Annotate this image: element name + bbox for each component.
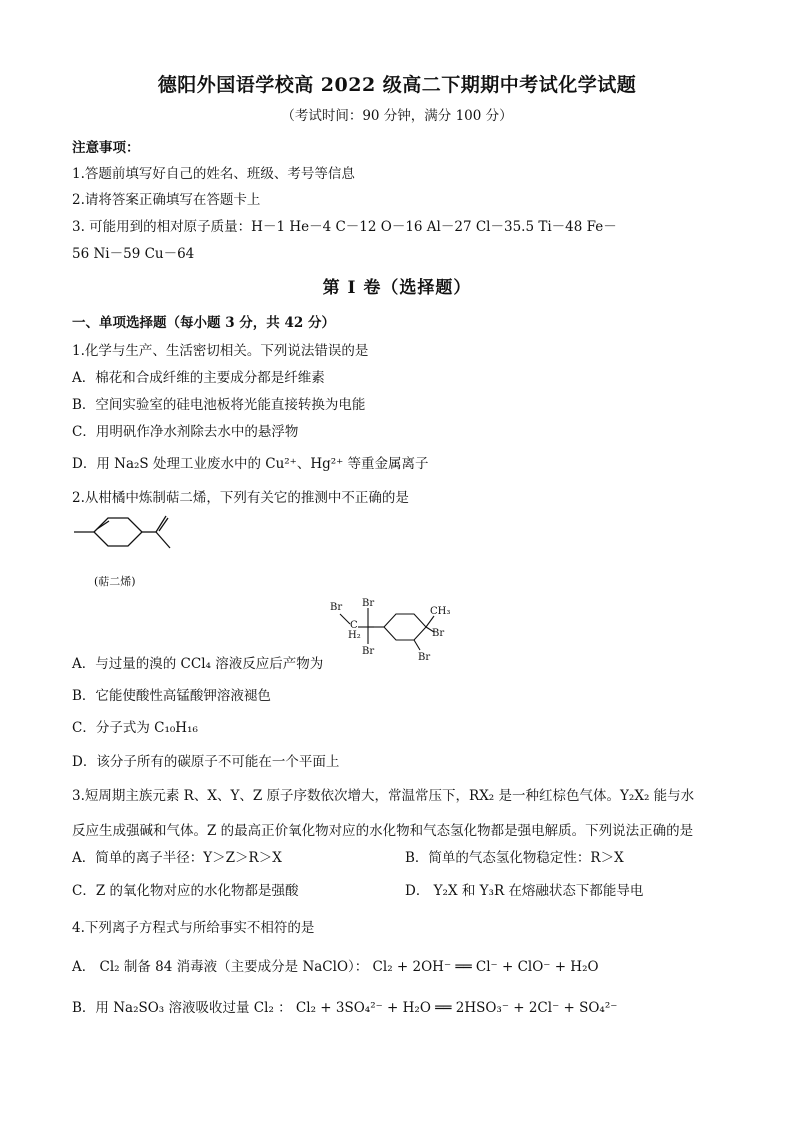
terpadiene-structure	[70, 510, 190, 570]
q1-option-c: C．用明矾作净水剂除去水中的悬浮物	[72, 424, 299, 440]
q3-stem-line2: 反应生成强碱和气体。Z 的最高正价氧化物对应的水化物和气态氢化物都是强电解质。下列说法正确的是	[72, 823, 694, 839]
product-structure	[326, 594, 466, 664]
product-label: H₂	[348, 630, 361, 641]
q1-d-prefix: D．用	[72, 456, 115, 472]
q1-d-suffix: 等重金属离子	[343, 456, 429, 472]
q3-option-c: C．Z 的氧化物对应的水化物都是强酸	[72, 883, 299, 899]
exam-title: 德阳外国语学校高 2022 级高二下期期中考试化学试题	[157, 74, 637, 96]
formula-na2s: Na₂S	[114, 456, 149, 472]
formula-hg: Hg²⁺	[310, 456, 344, 472]
q2-option-b: B．它能使酸性高锰酸钾溶液褪色	[72, 688, 271, 704]
section-title: 第 I 卷（选择题）	[322, 278, 472, 298]
q4-option-a: A． Cl₂ 制备 84 消毒液（主要成分是 NaClO）： Cl₂ + 2OH⁻ ══ Cl⁻ + ClO⁻ + H₂O	[72, 959, 599, 975]
product-label: Br	[432, 628, 445, 639]
q2-option-c: C．分子式为 C₁₀H₁₆	[72, 720, 198, 736]
notes-heading: 注意事项：	[72, 140, 140, 156]
q2-option-d: D．该分子所有的碳原子不可能在一个平面上	[72, 754, 340, 770]
product-label: Br	[362, 598, 375, 609]
q1-d-mid1: 处理工业废水中的	[148, 456, 266, 472]
q1-option-b: B．空间实验室的硅电池板将光能直接转换为电能	[72, 397, 366, 413]
note-item: 56 Ni－59 Cu－64	[72, 246, 195, 262]
exam-subtitle: （考试时间：90 分钟，满分 100 分）	[281, 108, 513, 124]
q3-option-a: A．简单的离子半径：Y＞Z＞R＞X	[72, 850, 282, 866]
product-label: C	[350, 620, 358, 631]
q1-option-a: A．棉花和合成纤维的主要成分都是纤维素	[72, 370, 325, 386]
note-item: 2.请将答案正确填写在答题卡上	[72, 192, 261, 208]
note-item: 3. 可能用到的相对原子质量：H－1 He－4 C－12 O－16 Al－27 Cl－35.5 Ti－48 Fe－	[72, 219, 617, 235]
part-heading: 一、单项选择题（每小题 3 分，共 42 分）	[72, 315, 335, 331]
note-item: 1.答题前填写好自己的姓名、班级、考号等信息	[72, 166, 355, 182]
formula-cu: Cu²⁺	[265, 456, 297, 472]
q1-d-mid2: 、	[296, 456, 311, 472]
q3-option-b: B．简单的气态氢化物稳定性：R＞X	[405, 850, 624, 866]
q2-option-a: A．与过量的溴的 CCl₄ 溶液反应后产物为	[72, 656, 324, 672]
q1-option-d	[72, 452, 429, 472]
product-label: Br	[418, 652, 431, 663]
product-label: CH₃	[430, 606, 451, 617]
product-label: Br	[330, 602, 343, 613]
structure-label: (萜二烯)	[94, 575, 136, 588]
q2-stem: 2.从柑橘中炼制萜二烯，下列有关它的推测中不正确的是	[72, 490, 409, 506]
q3-option-d: D． Y₂X 和 Y₃R 在熔融状态下都能导电	[405, 883, 644, 899]
q1-stem: 1.化学与生产、生活密切相关。下列说法错误的是	[72, 343, 369, 359]
q4-stem: 4.下列离子方程式与所给事实不相符的是	[72, 920, 315, 936]
product-label: Br	[362, 646, 375, 657]
q4-option-b: B．用 Na₂SO₃ 溶液吸收过量 Cl₂ ： Cl₂ + 3SO₄²⁻ + H₂O ══ 2HSO₃⁻ + 2Cl⁻ + SO₄²⁻	[72, 1000, 618, 1016]
q3-stem-line1: 3.短周期主族元素 R、X、Y、Z 原子序数依次增大，常温常压下，RX₂ 是一种红棕色气体。Y₂X₂ 能与水	[72, 788, 695, 804]
